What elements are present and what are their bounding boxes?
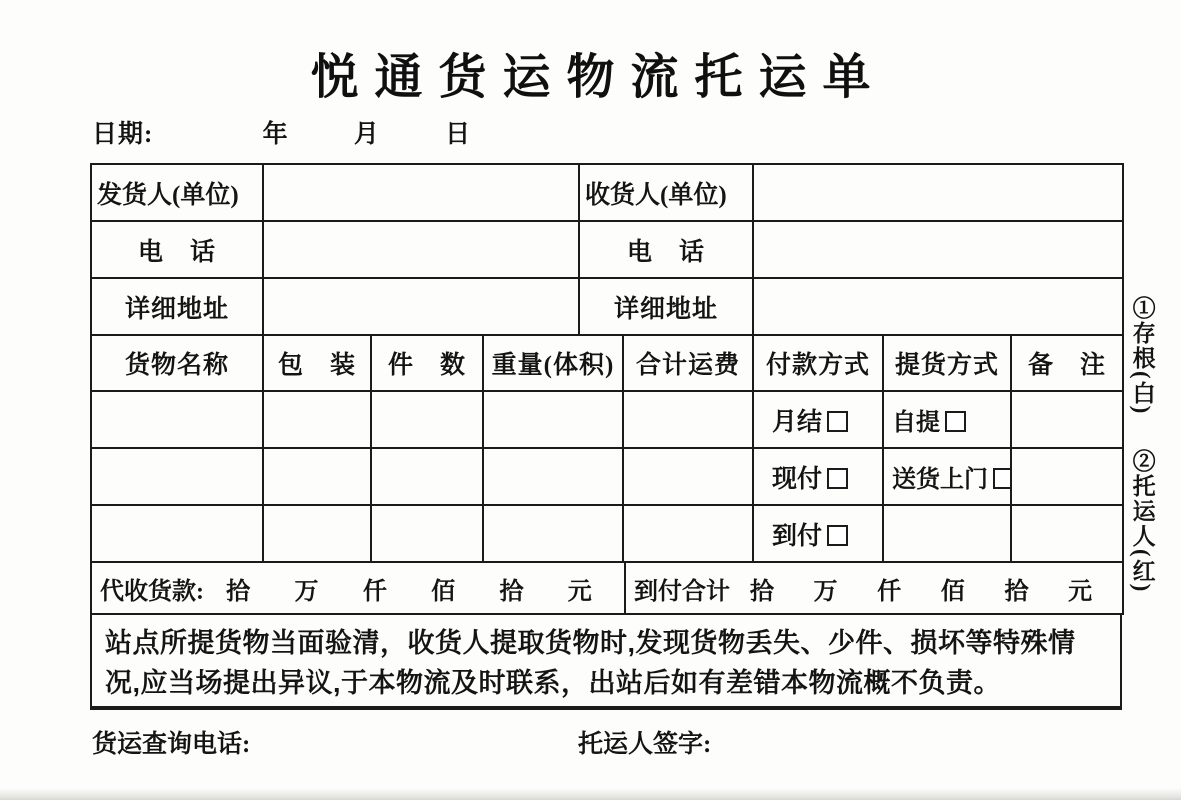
goods-table [90, 334, 1124, 563]
shipper-phone-label: 电 话 [91, 221, 263, 278]
payment-option-collect [753, 505, 883, 562]
quantity-input-cell[interactable] [371, 391, 483, 448]
freight-collect-unit: 拾 [749, 578, 774, 605]
freight-collect-label: 到付合计 [634, 578, 730, 605]
consignee-address-input-cell[interactable] [753, 278, 1123, 335]
cod-units [204, 571, 614, 606]
shipper-signature-label: 托运人签字: [578, 731, 712, 758]
cod-amount-cell[interactable] [91, 562, 625, 614]
header-payment-method: 付款方式 [753, 335, 883, 391]
cod-unit: 元 [567, 578, 592, 605]
weight-input-cell[interactable] [483, 505, 623, 562]
freight-collect-total-cell[interactable] [625, 562, 1123, 614]
monthly-checkbox[interactable] [827, 411, 848, 432]
copy-note-shipper: ②托运人(红) [1129, 449, 1155, 594]
freight-input-cell[interactable] [623, 505, 753, 562]
freight-input-cell[interactable] [623, 391, 753, 448]
weight-input-cell[interactable] [483, 391, 623, 448]
packaging-input-cell[interactable] [263, 505, 371, 562]
payment-option-cash [753, 448, 883, 505]
header-quantity: 件 数 [371, 335, 483, 391]
consignee-phone-label: 电 话 [579, 221, 753, 278]
parties-table [90, 163, 1124, 336]
remarks-input-cell[interactable] [1011, 391, 1123, 448]
shipper-input-cell[interactable] [263, 164, 579, 221]
shipper-phone-input-cell[interactable] [263, 221, 579, 278]
goods-row-3 [91, 505, 1123, 562]
freight-collect-unit: 元 [1068, 578, 1093, 605]
header-packaging: 包 装 [263, 335, 371, 391]
consignee-label: 收货人(单位) [579, 164, 753, 221]
freight-collect-checkbox[interactable] [827, 525, 848, 546]
packaging-input-cell[interactable] [263, 391, 371, 448]
remarks-input-cell[interactable] [1011, 505, 1123, 562]
goods-header-row [91, 335, 1123, 391]
shipper-label: 发货人(单位) [91, 164, 263, 221]
header-total-freight: 合计运费 [623, 335, 753, 391]
goods-row-1 [91, 391, 1123, 448]
header-pickup-method: 提货方式 [883, 335, 1011, 391]
page-title: 悦通货运物流托运单 [310, 51, 887, 104]
date-unit-year: 年 [262, 121, 289, 148]
cod-unit: 佰 [431, 578, 456, 605]
header-weight-volume: 重量(体积) [483, 335, 623, 391]
liability-notice [90, 613, 1122, 710]
notice-line-1: 站点所提货物当面验清，收货人提取货物时,发现货物丢失、少件、损坏等特殊情 [105, 628, 1076, 658]
freight-collect-unit: 仟 [877, 578, 902, 605]
date-unit-day: 日 [445, 121, 472, 148]
goods-name-input-cell[interactable] [91, 391, 263, 448]
packaging-input-cell[interactable] [263, 448, 371, 505]
freight-collect-unit: 拾 [1004, 578, 1029, 605]
form-body [90, 163, 1122, 710]
goods-name-input-cell[interactable] [91, 448, 263, 505]
cash-payment-checkbox[interactable] [827, 468, 848, 489]
shipper-address-input-cell[interactable] [263, 278, 579, 335]
home-delivery-checkbox[interactable] [993, 468, 1011, 489]
date-unit-month: 月 [353, 121, 380, 148]
weight-input-cell[interactable] [483, 448, 623, 505]
notice-line-2: 况,应当场提出异议,于本物流及时联系，出站后如有差错本物流概不负责。 [105, 667, 1002, 698]
remarks-input-cell[interactable] [1011, 448, 1123, 505]
date-label: 日期: [92, 121, 154, 148]
date-line [92, 114, 471, 150]
copy-note-stub: ①存根(白) [1129, 296, 1155, 416]
cod-unit: 仟 [362, 578, 387, 605]
freight-collect-unit: 万 [813, 578, 838, 605]
cod-unit: 万 [294, 578, 319, 605]
consignee-input-cell[interactable] [753, 164, 1123, 221]
table-row [91, 221, 1123, 278]
amounts-table [90, 561, 1124, 615]
freight-input-cell[interactable] [623, 448, 753, 505]
cod-unit: 拾 [499, 578, 524, 605]
pickup-option-home-delivery [883, 448, 1011, 505]
cod-label: 代收货款: [100, 578, 204, 605]
shipper-address-label: 详细地址 [91, 278, 263, 335]
freight-collect-units [730, 571, 1112, 606]
payment-option-monthly-label: 月结 [772, 408, 823, 436]
amounts-row [91, 562, 1123, 614]
self-pickup-checkbox[interactable] [945, 411, 966, 432]
cod-unit: 拾 [226, 578, 251, 605]
freight-inquiry-phone-label: 货运查询电话: [92, 731, 251, 758]
consignee-phone-input-cell[interactable] [753, 221, 1123, 278]
header-remarks: 备 注 [1011, 335, 1123, 391]
pickup-empty-cell[interactable] [883, 505, 1011, 562]
goods-name-input-cell[interactable] [91, 505, 263, 562]
pickup-option-self [883, 391, 1011, 448]
payment-option-collect-label: 到付 [772, 522, 823, 550]
pickup-option-self-label: 自提 [892, 410, 940, 436]
goods-row-2 [91, 448, 1123, 505]
consignee-address-label: 详细地址 [579, 278, 753, 335]
pickup-option-home-delivery-label: 送货上门 [892, 467, 988, 493]
quantity-input-cell[interactable] [371, 505, 483, 562]
header-goods-name: 货物名称 [91, 335, 263, 391]
payment-option-cash-label: 现付 [772, 465, 823, 493]
table-row [91, 164, 1123, 221]
table-row [91, 278, 1123, 335]
copy-note [1128, 296, 1156, 626]
paper-bottom-edge [0, 788, 1181, 800]
payment-option-monthly [753, 391, 883, 448]
freight-collect-unit: 佰 [940, 578, 965, 605]
quantity-input-cell[interactable] [371, 448, 483, 505]
